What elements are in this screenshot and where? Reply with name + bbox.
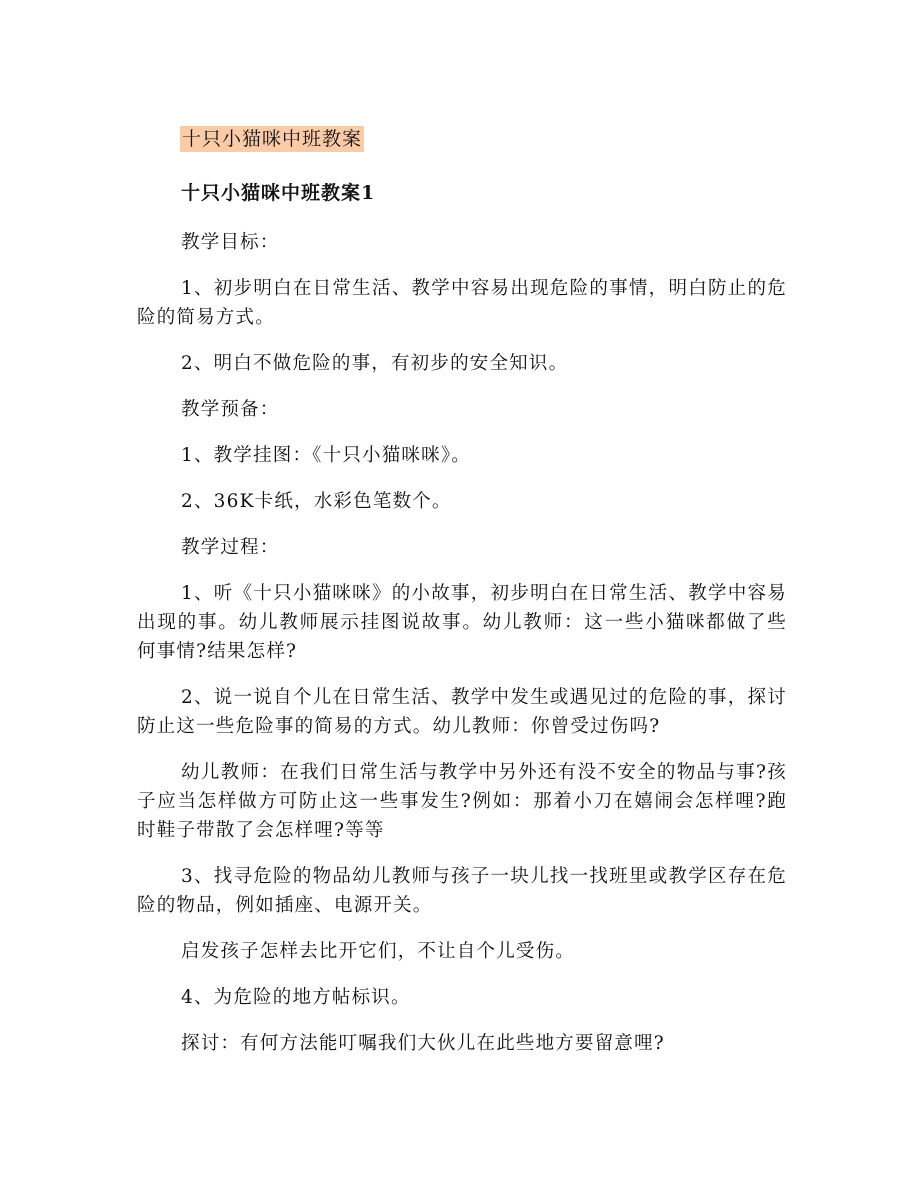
paragraph-discussion: 探讨：有何方法能叮嘱我们大伙儿在此些地方要留意哩?	[181, 1033, 665, 1054]
paragraph-preparation-1: 1、教学挂图：《十只小猫咪咪》。	[181, 445, 471, 466]
paragraph-process-1: 1、听《十只小猫咪咪》的小故事，初步明白在日常生活、教学中容易出现的事。幼儿教师展示挂图说故事。幼儿教师：这一些小猫咪都做了些何事情?结果怎样?	[137, 583, 787, 662]
paragraph-process-4: 4、为危险的地方帖标识。	[181, 987, 411, 1008]
paragraph-preparation-label: 教学预备：	[181, 399, 280, 420]
paragraph-inspire: 启发孩子怎样去比开它们，不让自个儿受伤。	[181, 941, 576, 962]
paragraph-teacher-question: 幼儿教师：在我们日常生活与教学中另外还有没不安全的物品与事?孩子应当怎样做方可防止这一些事发生?例如：那着小刀在嬉闹会怎样哩?跑时鞋子带散了会怎样哩?等等	[137, 762, 787, 841]
document-body	[137, 228, 787, 1075]
section-heading: 十只小猫咪中班教案1	[181, 182, 376, 204]
paragraph-goal-2: 2、明白不做危险的事，有初步的安全知识。	[181, 353, 569, 374]
paragraph-teaching-goals-label: 教学目标：	[181, 232, 280, 253]
paragraph-process-3: 3、找寻危险的物品幼儿教师与孩子一块儿找一找班里或教学区存在危险的物品，例如插座、电源开关。	[137, 866, 787, 916]
paragraph-process-2: 2、说一说自个儿在日常生活、教学中发生或遇见过的危险的事，探讨防止这一些危险事的简易的方式。幼儿教师：你曾受过伤吗?	[137, 687, 787, 737]
paragraph-goal-1: 1、初步明白在日常生活、教学中容易出现危险的事情，明白防止的危险的简易方式。	[137, 278, 787, 328]
paragraph-process-label: 教学过程：	[181, 537, 280, 558]
paragraph-preparation-2: 2、36K卡纸，水彩色笔数个。	[181, 491, 452, 512]
document-title: 十只小猫咪中班教案	[182, 128, 363, 150]
